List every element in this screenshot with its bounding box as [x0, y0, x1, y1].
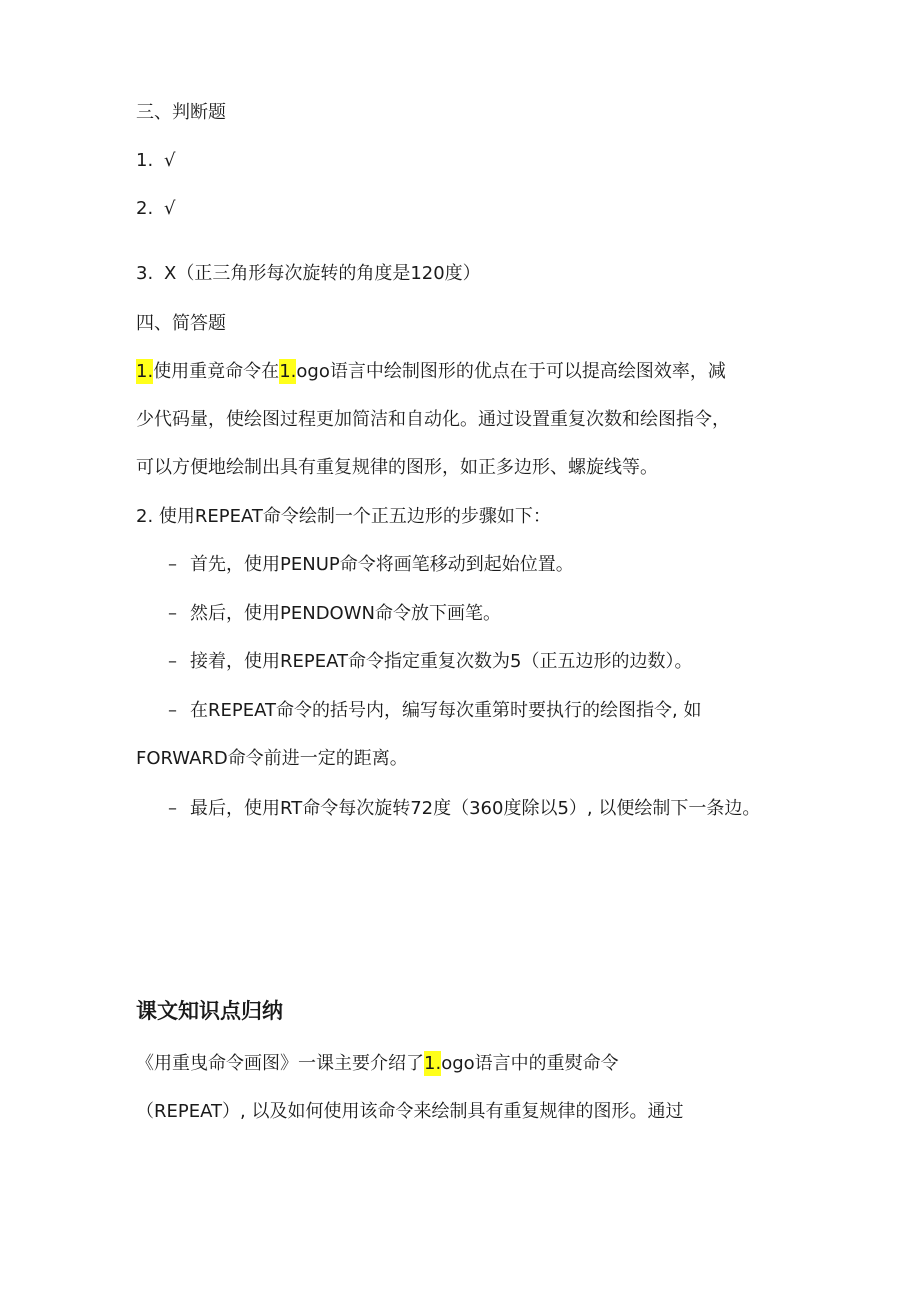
summary-text: ogo语言中的重熨命令: [441, 1053, 619, 1074]
highlight-mark: 1.: [424, 1053, 442, 1074]
answer1-line3: 可以方便地绘制出具有重复规律的图形，如正多边形、螺旋线等。: [136, 457, 658, 478]
answer2-intro: 2. 使用REPEAT命令绘制一个正五边形的步骤如下：: [136, 506, 551, 527]
step-1: [168, 552, 574, 578]
dash-bullet: –: [168, 554, 177, 575]
summary-line1: [136, 1051, 619, 1077]
step-4: [168, 698, 701, 724]
step-text: 接着，使用REPEAT命令指定重复次数为5（正五边形的边数）。: [190, 651, 693, 672]
item-number: 3.: [136, 263, 154, 284]
dash-bullet: –: [168, 798, 177, 819]
step-4-continuation: FORWARD命令前进一定的距离。: [136, 748, 408, 769]
step-text: 在REPEAT命令的括号内，编写每次重第时要执行的绘图指令, 如: [190, 700, 702, 721]
section4-title: 四、简答题: [136, 313, 226, 334]
item-number: 2.: [136, 198, 154, 219]
step-text: 最后，使用RT命令每次旋转72度（360度除以5）, 以便绘制下一条边。: [190, 798, 761, 819]
judgment-item-3: [136, 261, 481, 287]
judgment-item-1: [136, 148, 175, 174]
answer1-line2: 少代码量，使绘图过程更加简洁和自动化。通过设置重复次数和绘图指令，: [136, 409, 730, 430]
step-3: [168, 649, 692, 675]
highlight-mark: 1.: [136, 361, 154, 382]
dash-bullet: –: [168, 651, 177, 672]
item-answer: X（正三角形每次旋转的角度是120度）: [164, 263, 481, 284]
highlight-mark: 1.: [279, 361, 297, 382]
answer1-text: ogo语言中绘制图形的优点在于可以提高绘图效率，减: [296, 361, 726, 382]
check-mark: √: [164, 150, 176, 171]
item-number: 1.: [136, 150, 154, 171]
step-5: [168, 796, 760, 822]
summary-line2: （REPEAT）, 以及如何使用该命令来绘制具有重复规律的图形。通过: [136, 1101, 684, 1122]
dash-bullet: –: [168, 603, 177, 624]
answer1-text: 使用重竟命令在: [153, 361, 280, 382]
dash-bullet: –: [168, 700, 177, 721]
judgment-item-2: [136, 196, 175, 222]
summary-heading: 课文知识点归纳: [136, 999, 283, 1023]
step-text: 然后，使用PENDOWN命令放下画笔。: [190, 603, 501, 624]
answer1-line1: [136, 359, 726, 385]
step-2: [168, 601, 501, 627]
section3-title: 三、判断题: [136, 102, 226, 123]
check-mark: √: [164, 198, 176, 219]
step-text: 首先，使用PENUP命令将画笔移动到起始位置。: [190, 554, 574, 575]
summary-text: 《用重曳命令画图》一课主要介绍了: [136, 1053, 424, 1074]
